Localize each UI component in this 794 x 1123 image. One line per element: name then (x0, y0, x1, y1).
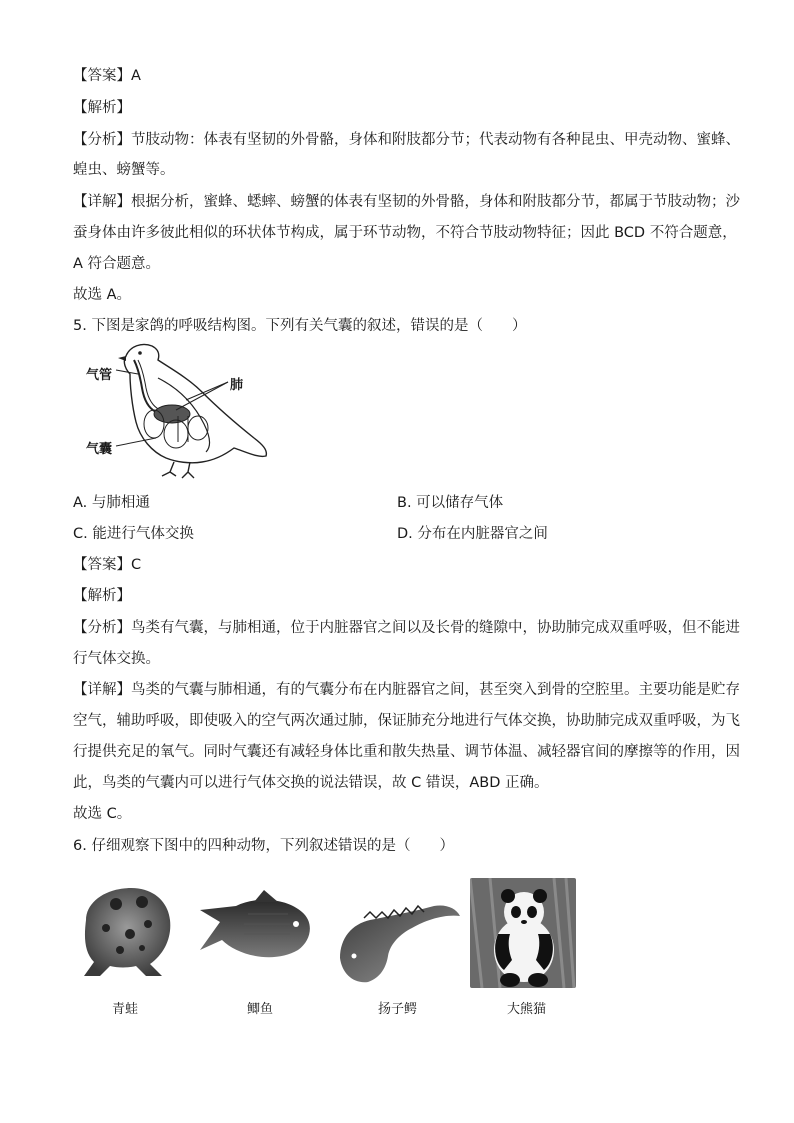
label-trachea: 气管 (86, 368, 113, 383)
q4-detail-line-3: A 符合题意。 (73, 256, 161, 272)
alligator-image (334, 898, 462, 988)
q5-option-d: D. 分布在内脏器官之间 (397, 526, 548, 542)
carp-image (194, 880, 316, 974)
q5-choose: 故选 C。 (73, 806, 132, 822)
caption-alligator: 扬子鳄 (378, 1002, 418, 1017)
pigeon-respiratory-diagram (78, 338, 278, 483)
q5-option-c: C. 能进行气体交换 (73, 526, 194, 542)
q5-analysis-head: 【解析】 (73, 588, 131, 604)
q5-option-a: A. 与肺相通 (73, 495, 150, 511)
q5-option-b: B. 可以储存气体 (397, 495, 504, 511)
q5-analysis-line-1: 【分析】鸟类有气囊，与肺相通，位于内脏器官之间以及长骨的缝隙中，协助肺完成双重呼吸，但不能进 (73, 620, 740, 636)
q4-detail-line-1: 【详解】根据分析，蜜蜂、蟋蟀、螃蟹的体表有坚韧的外骨骼，身体和附肢都分节，都属于节肢动物；沙 (73, 194, 740, 210)
q5-detail-line-4: 此，鸟类的气囊内可以进行气体交换的说法错误，故 C 错误，ABD 正确。 (73, 775, 549, 791)
label-lung: 肺 (230, 378, 244, 393)
label-airsac: 气囊 (86, 442, 113, 457)
q4-analysis-head: 【解析】 (73, 100, 131, 116)
q4-choose: 故选 A。 (73, 287, 132, 303)
caption-panda: 大熊猫 (507, 1002, 547, 1017)
q5-detail-line-2: 空气，辅助呼吸，即使吸入的空气两次通过肺，保证肺充分地进行气体交换，协助肺完成双重呼吸，为飞 (73, 713, 740, 729)
q4-analysis-line-1: 【分析】节肢动物：体表有坚韧的外骨骼，身体和附肢都分节；代表动物有各种昆虫、甲壳动物、蜜蜂、 (73, 132, 740, 148)
q5-detail-line-1: 【详解】鸟类的气囊与肺相通，有的气囊分布在内脏器官之间，甚至突入到骨的空腔里。主要功能是贮存 (73, 682, 740, 698)
q5-answer: 【答案】C (73, 557, 142, 573)
q5-question: 5. 下图是家鸽的呼吸结构图。下列有关气囊的叙述，错误的是（ ） (73, 318, 527, 334)
frog-image (76, 880, 178, 982)
q5-analysis-line-2: 行气体交换。 (73, 651, 160, 667)
caption-frog: 青蛙 (112, 1002, 139, 1017)
q6-question: 6. 仔细观察下图中的四种动物，下列叙述错误的是（ ） (73, 838, 454, 854)
q5-detail-line-3: 行提供充足的氧气。同时气囊还有减轻身体比重和散失热量、调节体温、减轻器官间的摩擦等的作用，因 (73, 744, 740, 760)
q4-analysis-line-2: 蝗虫、螃蟹等。 (73, 162, 175, 178)
q4-detail-line-2: 蚕身体由许多彼此相似的环状体节构成，属于环节动物，不符合节肢动物特征；因此 BCD 不符合题意， (73, 225, 737, 241)
caption-carp: 鲫鱼 (247, 1002, 274, 1017)
q4-answer: 【答案】A (73, 68, 141, 84)
panda-image (470, 878, 576, 988)
